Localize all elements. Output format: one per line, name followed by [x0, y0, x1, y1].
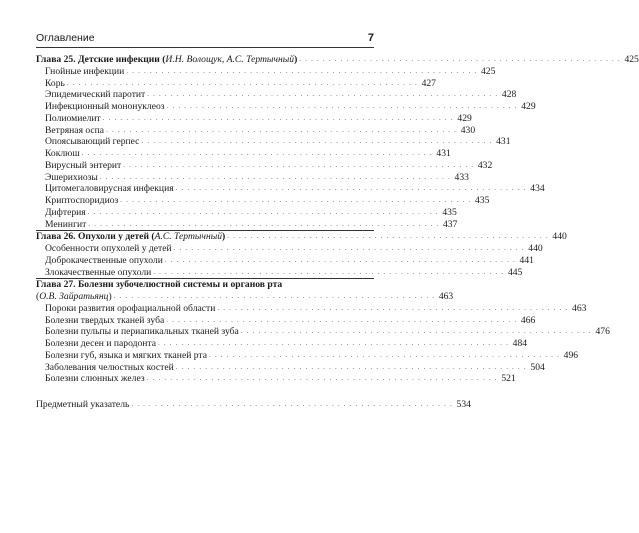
- entry-label: Гнойные инфекции: [36, 66, 126, 78]
- toc-entry[interactable]: [36, 89, 517, 101]
- entry-page: 425: [480, 65, 496, 77]
- leader-dots: . . . . . . . . . . . . . . . . . . . . . . . . . . . . . . . . . . . . . . . . . . . . . . . . . . . . . . . . . . . .: [153, 267, 505, 276]
- entry-label: Болезни губ, языка и мягких тканей рта: [36, 350, 209, 362]
- leader-dots: . . . . . . . . . . . . . . . . . . . . . . . . . . . . . . . . . . . . . . . . . . . . . . . . . . . . . . .: [131, 400, 453, 408]
- entry-page: 432: [477, 159, 493, 171]
- toc-entry[interactable]: [36, 159, 493, 172]
- chapter-author: О.В. Зайратьянц: [39, 291, 109, 302]
- entry-page: 435: [442, 206, 457, 218]
- entry-page: 441: [519, 254, 534, 266]
- index-page: 534: [456, 399, 471, 410]
- chapter-title: Глава 27. Болезни зубочелюстной системы и органов рта: [36, 279, 283, 291]
- entry-page: 428: [501, 89, 517, 101]
- entry-page: 521: [501, 373, 516, 385]
- chapter-title: Глава 26. Опухоли у детей: [36, 231, 149, 243]
- toc-entry[interactable]: [36, 77, 436, 90]
- running-header: [36, 32, 374, 44]
- toc-entry[interactable]: [36, 266, 523, 279]
- entry-label: Ветряная оспа: [36, 125, 106, 137]
- index-entry-row[interactable]: [36, 399, 471, 411]
- toc-entry[interactable]: [36, 243, 543, 255]
- leader-dots: . . . . . . . . . . . . . . . . . . . . . . . . . . . . . . . . . . . . . . . . . . . . . . . . . . . . . . .: [227, 232, 549, 241]
- entry-label: Криптоспоридиоз: [36, 195, 120, 207]
- chapter-page: 463: [438, 291, 454, 302]
- leader-dots: . . . . . . . . . . . . . . . . . . . . . . . . . . . . . . . . . . . . . . . . . . . . . . . . . . . . . . . . . . . .: [102, 113, 454, 122]
- entry-label: Пороки развития орофациальной области: [36, 303, 217, 315]
- leader-dots: . . . . . . . . . . . . . . . . . . . . . . . . . . . . . . . . . . . . . . . . . . . . . . . . . . . . . . . . . . . .: [175, 362, 527, 371]
- entry-label: Болезни десен и пародонта: [36, 338, 158, 350]
- entry-label: Эшерихиозы: [36, 172, 100, 184]
- table-of-contents: [36, 54, 639, 411]
- entry-page: 484: [512, 338, 528, 349]
- toc-entry[interactable]: [36, 373, 516, 385]
- entry-page: 463: [572, 302, 587, 314]
- leader-dots: . . . . . . . . . . . . . . . . . . . . . . . . . . . . . . . . . . . . . . . . . . . . . . . . . . . . . . . . . . . .: [99, 172, 451, 181]
- chapter-page: 425: [624, 54, 639, 65]
- leader-dots: . . . . . . . . . . . . . . . . . . . . . . . . . . . . . . . . . . . . . . . . . . . . . . . . . . . . . . . . . . . .: [141, 137, 493, 146]
- leader-dots: . . . . . . . . . . . . . . . . . . . . . . . . . . . . . . . . . . . . . . . . . . . . . . . . . . . . . . . . . . . .: [146, 374, 498, 383]
- entry-page: 440: [528, 243, 543, 254]
- leader-dots: . . . . . . . . . . . . . . . . . . . . . . . . . . . . . . . . . . . . . . . . . . . . . . . . . . . . . . . . . . . .: [120, 196, 472, 204]
- entry-label: Доброкачественные опухоли: [36, 255, 165, 267]
- toc-entry[interactable]: [36, 101, 536, 113]
- leader-dots: . . . . . . . . . . . . . . . . . . . . . . . . . . . . . . . . . . . . . . . . . . . . . . . . . . . . . . .: [113, 292, 436, 300]
- chapter-title: Глава 25. Детские инфекции: [36, 54, 160, 65]
- toc-entry[interactable]: [36, 302, 587, 315]
- entry-page: 433: [454, 171, 469, 183]
- leader-dots: . . . . . . . . . . . . . . . . . . . . . . . . . . . . . . . . . . . . . . . . . . . . . . . . . . . . . . . . . . . .: [147, 90, 499, 99]
- leader-dots: . . . . . . . . . . . . . . . . . . . . . . . . . . . . . . . . . . . . . . . . . . . . . . . . . . . . . . . . . . . .: [126, 66, 478, 75]
- entry-page: 437: [443, 218, 458, 230]
- chapter-25-row[interactable]: Глава 25. Детские инфекции (И.Н. Волощук, А.С. Тертычный) . . . . . . . . . . . . . . . . . . . . . . . . . . . . . . . . . . . . . . . . . . . . . . . . . . . . . . . 425: [36, 54, 639, 65]
- toc-entry[interactable]: [36, 326, 610, 338]
- entry-page: 504: [530, 361, 545, 373]
- leader-dots: . . . . . . . . . . . . . . . . . . . . . . . . . . . . . . . . . . . . . . . . . . . . . . . . . . . . . . .: [299, 55, 621, 63]
- entry-label: Менингит: [36, 219, 88, 231]
- entry-page: 445: [507, 266, 523, 278]
- spacer: [36, 385, 374, 399]
- entry-label: Коклюш: [36, 148, 82, 160]
- entry-page: 496: [563, 349, 579, 361]
- toc-entry[interactable]: [36, 338, 528, 350]
- entry-page: 429: [457, 112, 472, 124]
- toc-entry[interactable]: [36, 195, 490, 207]
- leader-dots: . . . . . . . . . . . . . . . . . . . . . . . . . . . . . . . . . . . . . . . . . . . . . . . . . . . . . . . . . . . .: [208, 350, 561, 359]
- header-rule: [36, 47, 374, 48]
- leader-dots: . . . . . . . . . . . . . . . . . . . . . . . . . . . . . . . . . . . . . . . . . . . . . . . . . . . . . . . . . . . .: [166, 102, 518, 110]
- entry-page: 466: [520, 314, 536, 326]
- chapter-27-row[interactable]: [36, 278, 374, 291]
- leader-dots: . . . . . . . . . . . . . . . . . . . . . . . . . . . . . . . . . . . . . . . . . . . . . . . . . . . . . . . . . . . .: [157, 339, 510, 347]
- entry-page: 435: [474, 195, 490, 206]
- entry-label: Вирусный энтерит: [36, 160, 123, 172]
- entry-page: 431: [496, 136, 511, 148]
- leader-dots: . . . . . . . . . . . . . . . . . . . . . . . . . . . . . . . . . . . . . . . . . . . . . . . . . . . . . . . . . . . .: [175, 184, 527, 193]
- leader-dots: . . . . . . . . . . . . . . . . . . . . . . . . . . . . . . . . . . . . . . . . . . . . . . . . . . . . . . . . . . . .: [123, 160, 475, 169]
- toc-entry[interactable]: [36, 349, 579, 362]
- entry-page: 430: [460, 124, 476, 136]
- chapter-author: И.Н. Волощук, А.С. Тертычный: [165, 54, 295, 65]
- entry-label: Болезни пульпы и периапикальных тканей зуба: [36, 326, 241, 338]
- toc-entry[interactable]: [36, 171, 469, 184]
- leader-dots: . . . . . . . . . . . . . . . . . . . . . . . . . . . . . . . . . . . . . . . . . . . . . . . . . . . . . . . . . . . .: [81, 149, 433, 157]
- entry-page: 429: [521, 101, 536, 112]
- toc-entry[interactable]: [36, 65, 496, 78]
- leader-dots: . . . . . . . . . . . . . . . . . . . . . . . . . . . . . . . . . . . . . . . . . . . . . . . . . . . . . . . . . . . .: [173, 244, 525, 252]
- toc-entry[interactable]: [36, 361, 545, 374]
- entry-label: Заболевания челюстных костей: [36, 362, 176, 374]
- leader-dots: . . . . . . . . . . . . . . . . . . . . . . . . . . . . . . . . . . . . . . . . . . . . . . . . . . . . . . . . . . . .: [240, 327, 592, 336]
- entry-label: Инфекционный мононуклеоз: [36, 101, 167, 113]
- entry-label: Полиомиелит: [36, 113, 103, 125]
- leader-dots: . . . . . . . . . . . . . . . . . . . . . . . . . . . . . . . . . . . . . . . . . . . . . . . . . . . . . . . . . . . .: [88, 219, 440, 228]
- toc-entry[interactable]: [36, 314, 536, 327]
- entry-label: Цитомегаловирусная инфекция: [36, 183, 176, 195]
- entry-page: 476: [595, 326, 610, 338]
- leader-dots: . . . . . . . . . . . . . . . . . . . . . . . . . . . . . . . . . . . . . . . . . . . . . . . . . . . . . . . . . . . .: [66, 78, 418, 87]
- leader-dots: . . . . . . . . . . . . . . . . . . . . . . . . . . . . . . . . . . . . . . . . . . . . . . . . . . . . . . . . . . . .: [106, 125, 458, 134]
- toc-entry[interactable]: [36, 136, 511, 148]
- toc-entry[interactable]: [36, 124, 476, 137]
- chapter-26-row[interactable]: Глава 26. Опухоли у детей (А.С. Тертычный) . . . . . . . . . . . . . . . . . . . . . . . . . . . . . . . . . . . . . . . . . . . . . . . . . . . . . . . 440: [36, 231, 567, 243]
- leader-dots: . . . . . . . . . . . . . . . . . . . . . . . . . . . . . . . . . . . . . . . . . . . . . . . . . . . . . . . . . . . .: [87, 207, 439, 216]
- entry-label: Злокачественные опухоли: [36, 267, 153, 279]
- section-title: Оглавление: [36, 32, 95, 44]
- chapter-author: А.С. Тертычный: [154, 231, 223, 243]
- toc-entry[interactable]: [36, 112, 472, 125]
- toc-entry[interactable]: [36, 183, 545, 195]
- entry-label: Дифтерия: [36, 207, 88, 219]
- entry-label: Эпидемический паротит: [36, 89, 147, 101]
- toc-entry[interactable]: [36, 218, 458, 231]
- entry-page: 427: [421, 77, 436, 89]
- toc-entry[interactable]: [36, 254, 534, 267]
- entry-label: Корь: [36, 78, 67, 90]
- toc-entry[interactable]: [36, 206, 457, 219]
- chapter-page: 440: [552, 231, 567, 243]
- chapter-27-author-row[interactable]: (О.В. Зайратьянц) . . . . . . . . . . . . . . . . . . . . . . . . . . . . . . . . . . . . . . . . . . . . . . . . . . . . . . . 463: [36, 291, 454, 302]
- entry-label: Болезни слюнных желез: [36, 373, 147, 385]
- toc-entry[interactable]: [36, 148, 451, 160]
- entry-label: Болезни твердых тканей зуба: [36, 315, 166, 327]
- leader-dots: . . . . . . . . . . . . . . . . . . . . . . . . . . . . . . . . . . . . . . . . . . . . . . . . . . . . . . . . . . . .: [164, 255, 516, 264]
- entry-page: 431: [436, 148, 451, 159]
- leader-dots: . . . . . . . . . . . . . . . . . . . . . . . . . . . . . . . . . . . . . . . . . . . . . . . . . . . . . . . . . . . .: [217, 303, 569, 312]
- leader-dots: . . . . . . . . . . . . . . . . . . . . . . . . . . . . . . . . . . . . . . . . . . . . . . . . . . . . . . . . . . . .: [166, 315, 518, 324]
- entry-page: 434: [530, 183, 545, 195]
- index-label: Предметный указатель: [36, 399, 130, 410]
- entry-label: Особенности опухолей у детей: [36, 243, 174, 255]
- entry-label: Опоясывающий герпес: [36, 136, 141, 148]
- page-number: 7: [367, 32, 374, 44]
